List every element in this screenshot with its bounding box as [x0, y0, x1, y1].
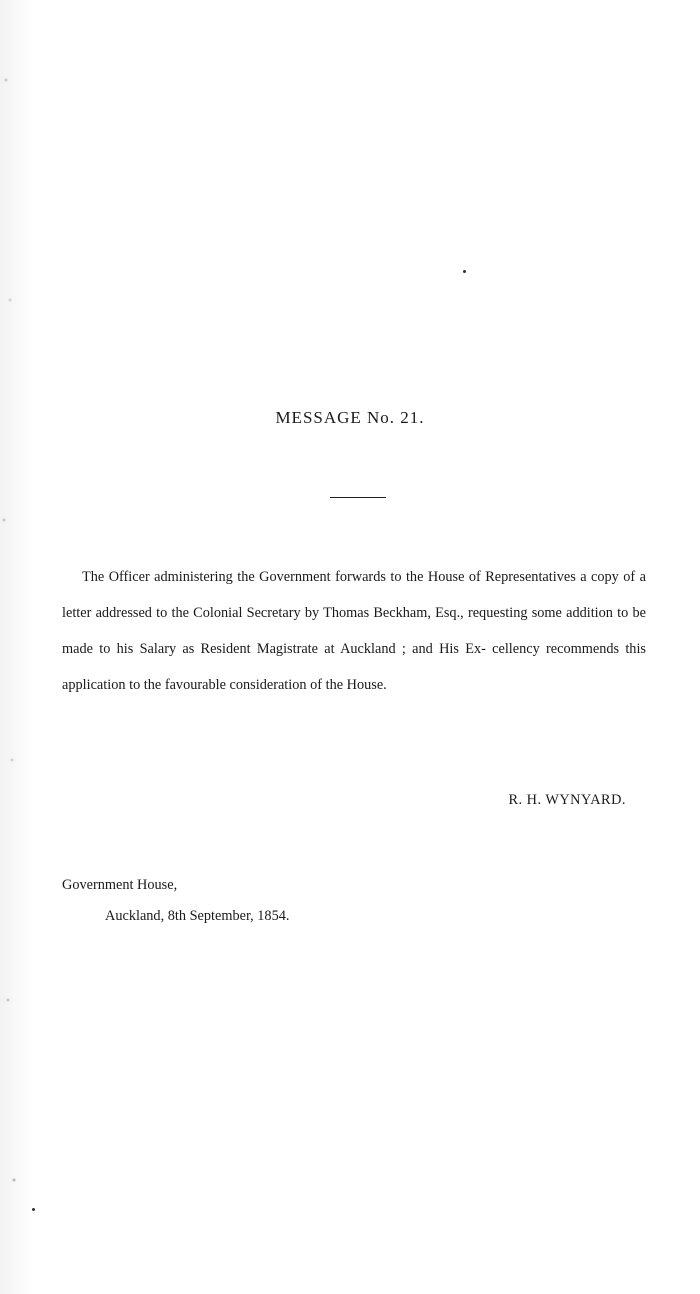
message-body-paragraph: The Officer administering the Government forwards to the House of Representatives a copy of a letter addressed to the Colonial Secretary by Thomas Beckham, Esq., requesting some addition to be made to his Salary as Resident Magistrate at Auckland ; and His Ex- cellency recommends this application to the favourable consideration of the House. [62, 569, 646, 693]
title-divider [330, 497, 386, 498]
signature: R. H. WYNYARD. [508, 792, 626, 808]
paper-speck [32, 1208, 35, 1211]
message-title: MESSAGE No. 21. [275, 408, 425, 427]
message-body [62, 559, 646, 703]
date-line: Auckland, 8th September, 1854. [105, 908, 290, 924]
page-edge-scan-marks [0, 0, 34, 1294]
place-line: Government House, [62, 877, 178, 893]
paper-speck [463, 270, 466, 273]
